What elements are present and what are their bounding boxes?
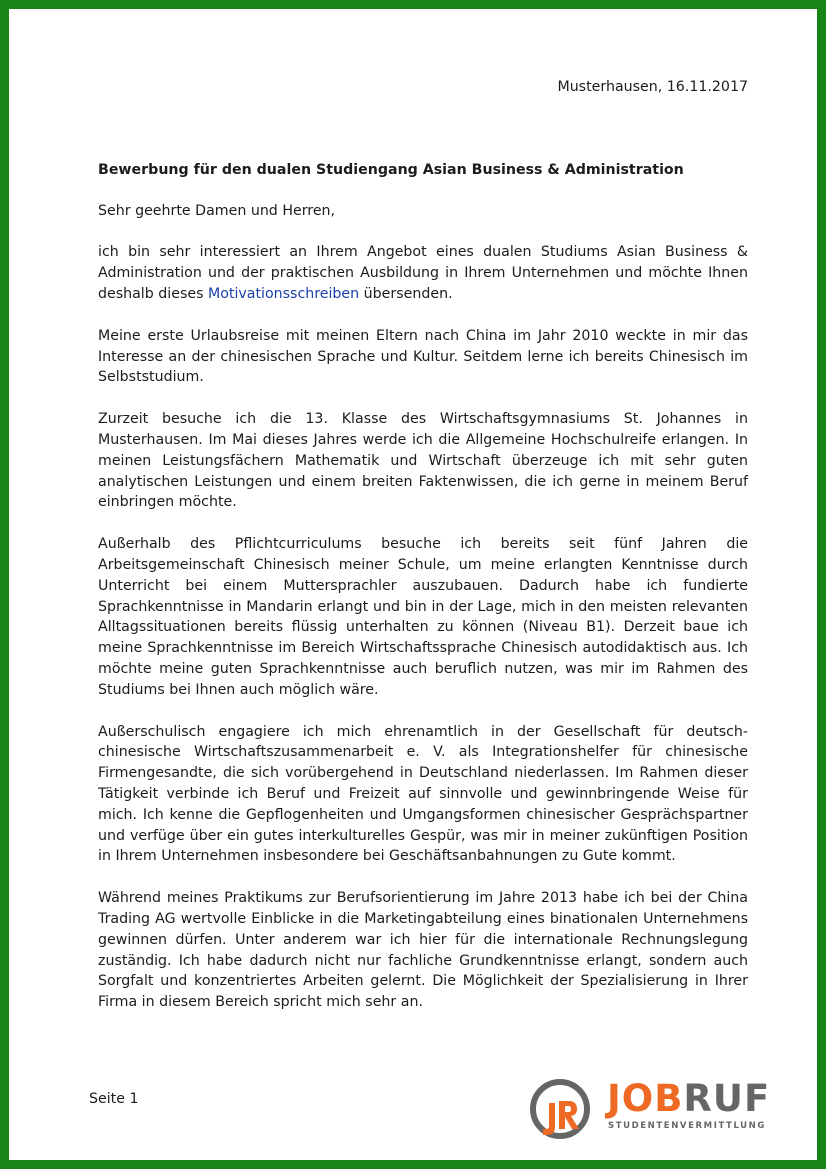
document-page	[9, 9, 817, 1160]
logo-tagline: STUDENTENVERMITTLUNG	[608, 1121, 766, 1131]
paragraph-school: Zurzeit besuche ich die 13. Klasse des Wirtschaftsgymnasiums St. Johannes in Musterhausen. Im Mai dieses Jahres werde ich die Allgemeine Hochschulreife erlangen. In meinen Leistungsfächern Mathematik und Wirtschaft überzeuge ich mit sehr guten analytischen Leistungen und einem breiten Faktenwissen, die ich gerne in meinem Beruf einbringen möchte.	[98, 411, 748, 511]
page-number: Seite 1	[89, 1091, 139, 1107]
intro-text: ich bin sehr interessiert an Ihrem Angebot eines dualen Studiums Asian Business & Administration und der praktischen Ausbildung in Ihrem Unternehmen und möchte Ihnen deshalb dieses	[98, 244, 748, 302]
paragraph-internship: Während meines Praktikums zur Berufsorientierung im Jahre 2013 habe ich bei der China Trading AG wertvolle Einblicke in die Marketingabteilung eines binationalen Unternehmens gewinnen dürfen. Unter anderem war ich hier für die internationale Rechnungslegung zuständig. Ich habe dadurch nicht nur fachliche Grundkenntnisse erlangt, sondern auch Sorgfalt und konzentriertes Arbeiten gelernt. Die Möglichkeit der Spezialisierung in Ihrer Firma in diesem Bereich spricht mich sehr an.	[98, 890, 748, 1011]
jobruf-logo	[521, 1069, 771, 1147]
logo-word-job: JOB	[607, 1077, 684, 1120]
salutation: Sehr geehrte Damen und Herren,	[98, 202, 336, 219]
letter-body	[98, 77, 748, 1013]
date-line: Musterhausen, 16.11.2017	[557, 79, 748, 95]
paragraph-china-trip: Meine erste Urlaubsreise mit meinen Eltern nach China im Jahr 2010 weckte in mir das Interesse an der chinesischen Sprache und Kultur. Seitdem lerne ich bereits Chinesisch im Selbststudium.	[98, 327, 748, 386]
motivationsschreiben-link[interactable]: Motivationsschreiben	[207, 285, 360, 302]
logo-wordmark	[607, 1079, 770, 1119]
paragraph-language: Außerhalb des Pflichtcurriculums besuche ich bereits seit fünf Jahren die Arbeitsgemeinschaft Chinesisch meiner Schule, um meine erlangten Kenntnisse durch Unterricht bei einem Muttersprachler auszubauen. Dadurch habe ich fundierte Sprachkenntnisse in Mandarin erlangt und bin in der Lage, mich in den meisten relevanten Alltagssituationen bereits flüssig unterhalten zu können (Niveau B1). Derzeit baue ich meine Sprachkenntnisse im Bereich Wirtschaftssprache Chinesisch autodidaktisch aus. Ich möchte meine guten Sprachkenntnisse auch beruflich nutzen, was mir im Rahmen des Studiums bei Ihnen auch möglich wäre.	[98, 536, 748, 698]
intro-text-end: übersenden.	[359, 285, 453, 302]
intro-paragraph	[98, 242, 748, 304]
jobruf-emblem-icon	[521, 1069, 601, 1147]
paragraph-volunteering: Außerschulisch engagiere ich mich ehrenamtlich in der Gesellschaft für deutsch-chinesische Wirtschaftszusammenarbeit e. V. als Integrationshelfer für chinesische Firmengesandte, die sich vorübergehend in Deutschland niederlassen. Im Rahmen dieser Tätigkeit verbinde ich Beruf und Freizeit auf sinnvolle und gewinnbringende Weise für mich. Ich kenne die Gepflogenheiten und Umgangsformen chinesischer Gesprächspartner und verfüge über ein gutes interkulturelles Gespür, was mir in meiner zukünftigen Position in Ihrem Unternehmen insbesondere bei Geschäftsanbahnungen zu Gute kommt.	[98, 723, 748, 865]
letter-subject: Bewerbung für den dualen Studiengang Asian Business & Administration	[98, 161, 684, 178]
logo-word-ruf: RUF	[683, 1077, 771, 1120]
